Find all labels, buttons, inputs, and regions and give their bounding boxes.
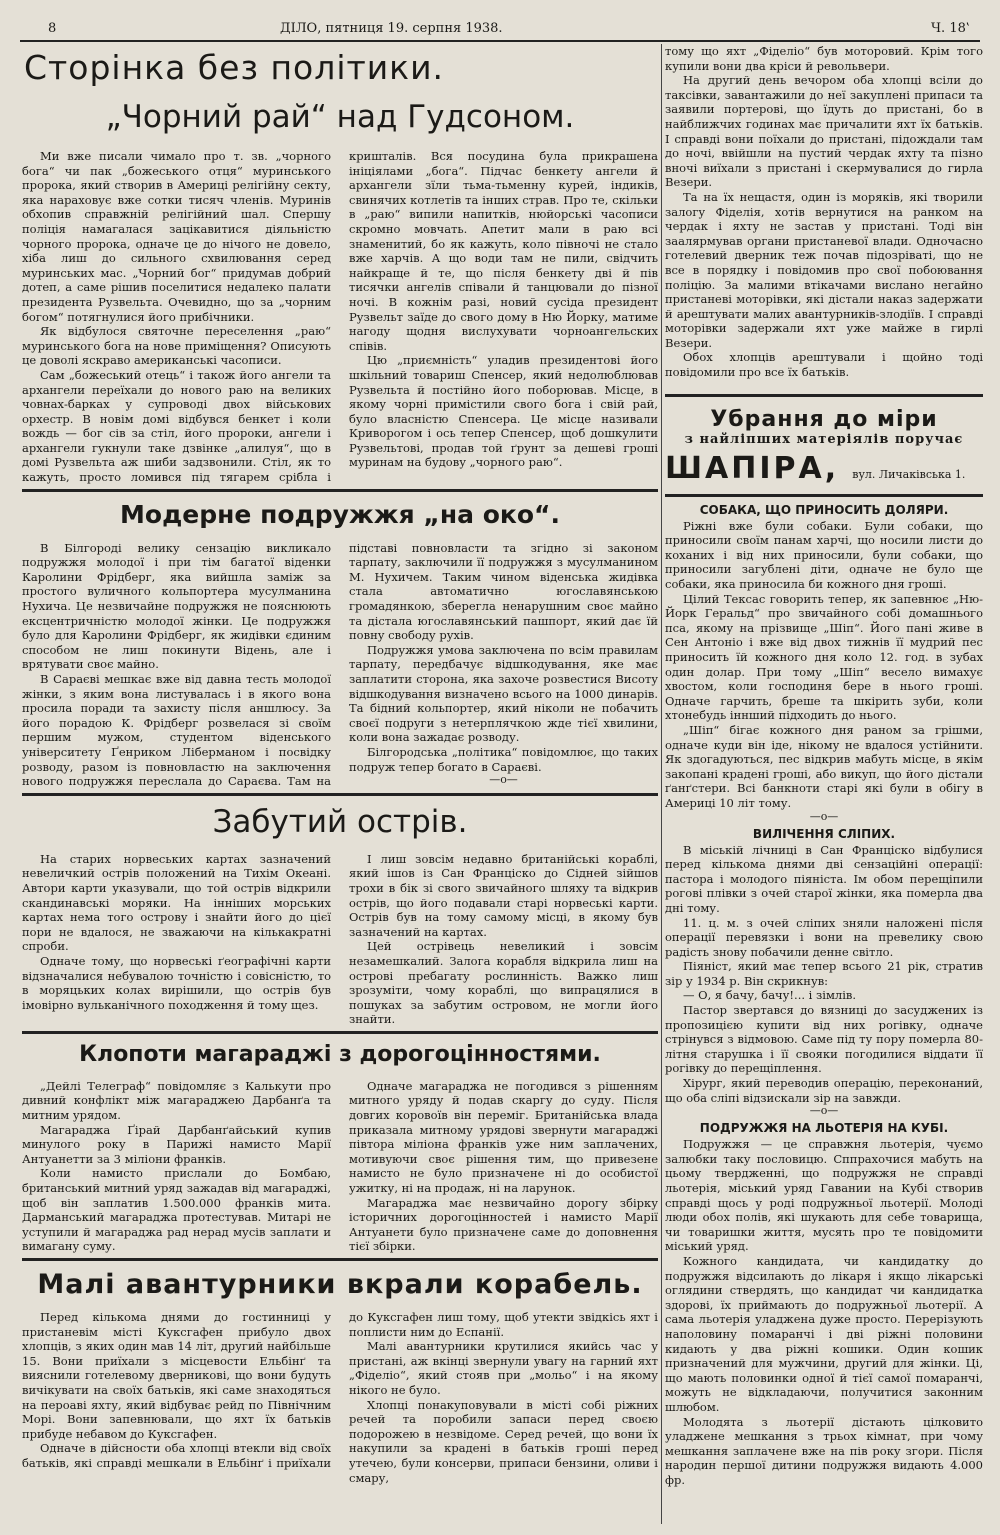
divider — [22, 489, 658, 492]
article-title-forgotten-island: Забутий острів. — [212, 803, 468, 840]
paragraph: Молодята з льотерії дістають цілковито уладжене мешкання з трьох кімнат, при чому мешкання заплачене вже на пів року згори. Після народин першої дитини подружжя видають 4.000 фр. — [665, 1414, 983, 1487]
paragraph: Ріжні вже були собаки. Були собаки, що приносили своїм панам харчі, що носили листи до коханих і від них приносили, були собаки, що приносили загублені діти, одначе не було ще собаки, яка приносила би кожного дня гроші. — [665, 518, 983, 592]
paragraph: Магараджа має незвичайно дорогу збірку історичних дорогоцінностей і намисто Марії Антуанети було призначене саме до доповнення тієї збірки. — [349, 1195, 658, 1254]
article-forgotten-island — [22, 852, 658, 1027]
end-mark: —о— — [489, 773, 518, 787]
paragraph: Магараджа Ґірай Дарбанґайський купив минулого року в Парижі намисто Марії Антуанетти за 3 міліони франків. — [22, 1122, 331, 1166]
section-title: Сторінка без політики. — [24, 48, 445, 87]
ad-brand: ШАПІРА, — [665, 450, 840, 486]
paragraph: Обох хлопців арештували і щойно тоді повідомили про все їх батьків. — [665, 350, 983, 380]
divider — [22, 1258, 658, 1261]
paragraph: „Дейлі Телеграф“ повідомляє з Калькути про дивний конфлікт між магараджею Дарбанґа та митним урядом. — [22, 1078, 331, 1123]
paragraph: Кожного кандидата, чи кандидатку до подружжя відсилають до лікаря і якщо лікарські оглядини ствердять, що кандидат чи кандидатка здорові, їх приймають до подружньої льотерії. А сама льотерія уладжена дуже просто. Перерізують наполовину помаранчі і дві ріжні половини кидають у два ріжні кошики. Один кошик призначений для мужчини, другий для жінки. Ці, що мають половинки одної й тієї самої помаранчі, можуть не відкладаючи, получитися законним шлюбом. — [665, 1253, 983, 1414]
paragraph: В Білгороді велику сензацію викликало подружжя молодої і при тім багатої віденки Каролини Фрідберг, яка вийшла заміж за простого вуличного кольпортера мусулманина Нухича. Це незвичайне подружжя не пояснюють ексцентричністю молодої жінки. Це подружжя було для Каролини Фрідберг, як жидівки єдиним способом не лиш покинути Відень, але і врятувати своє майно. — [22, 540, 331, 672]
paragraph: Коли намисто прислали до Бомбаю, британський митний уряд зажадав від магараджі, щоб він заплатив 1.500.000 франків мита. Дарманський магараджа протестував. Митарі не уступили й магараджа рад нерад мусів заплати и вимагану суму. — [22, 1166, 331, 1254]
paragraph: І лиш зовсім недавно британійські кораблі, який ішов із Сан Франціско до Сідней зійшов трохи в бік зі свого звичайного шляху та відкрив острів, що його подавали старі норвеські карти. Острів був на тому самому місці, в якому був зазначений на картах. — [349, 851, 658, 939]
paragraph: Пастор звертався до вязниці до засуджених із пропозицією купити від них рогівку, одначе стрінувся з відмовою. Саме під ту пору померла 80-літня старушка і її свояки погодилися віддати її рогівку до перещіплення. — [665, 1003, 983, 1076]
article-maharaja — [22, 1079, 658, 1254]
ad-headline: Убрання до міри — [710, 406, 938, 432]
article-blind — [665, 843, 983, 1118]
page-number: 8 — [48, 21, 57, 36]
end-mark: —о— — [809, 809, 839, 823]
article-title-maharaja: Клопоти магараджі з дорогоцінностями. — [79, 1041, 601, 1067]
article-modern-marriage — [22, 541, 658, 789]
article-title-lottery: ПОДРУЖЖЯ НА ЛЬОТЕРІЯ НА КУБІ. — [699, 1121, 949, 1136]
paragraph: Цей острівець невеликий і зовсім незамешкалий. Залога корабля відкрила лиш на острові пребагату рослинність. Важко лиш зрозуміти, чому кораблі, що випрацялися в пошуках за забутим островом, не могли його знайти. — [349, 939, 658, 1027]
paragraph: Цілий Тексас говорить тепер, як запевнює „Ню-Йорк Геральд“ про звичайного собі домашнього пса, якому на прізвище „Шіп“. Його пані живе в Сен Антоніо і вже від двох тижнів її мудрий пес приносить їй кожного дня коло 12. год. в зубах один долар. При тому „Шіп“ весело вимахує хвостом, коли господиня бере в нього гроші. Одначе гарчить, бреше та шкірить зуби, коли хтонебудь іннший підходить до нього. — [665, 591, 983, 723]
paragraph: Хлопці понакуповували в місті собі ріжних речей та поробили запаси перед своєю подорожею в незвідоме. Серед речей, що вони їх накупили за крадені в батьків гроші перед утечею, були консерви, припаси бензини, оливи і смару, — [349, 1397, 658, 1485]
divider — [22, 793, 658, 796]
divider — [665, 494, 983, 497]
paragraph: Одначе в дійсности оба хлопці втекли від своїх батьків, які справді мешкали в Ельбінґ і приїхали до Куксгафен лиш тому, щоб утекти звідкісь яхт і поплисти ним до Еспанії. — [22, 1310, 658, 1470]
paragraph: Цю „приємність“ уладив президентові його шкільний товариш Спенсер, який недолюблював Рузвельта й постійно його поборював. Місце, в якому чорні примістили свого бога і свій рай, було власністю Спенсера. Це місце називали Криворогом і ось тепер Спенсер, щоб дошкулити Рузвельтові, продав той ґрунт за дешеві гроші муринам на будову „чорного раю“. — [349, 353, 658, 470]
article-title-dog: СОБАКА, ЩО ПРИНОСИТЬ ДОЛЯРИ. — [699, 502, 949, 517]
paragraph: Сам „божеський отець“ і також його ангели та архангели переїхали до нового раю на великих човнах-барках у супроводі двох військових орхестр. В новім домі відбувся бенкет і коли вождь — бог сів за стіл, його пророки, ангели і архангели гукнули таке дзвінке „алилуя“, що в домі Рузвельта аж шиби задзвонили. Стіл, як то кажуть, просто ломився під тягарем срібла і кришталів. Вся посудина була прикрашена ініціялами „бога“. Підчас бенкету ангели й архангели зїли тьма-тьменну курей, індиків, свинячих котлетів та інших страв. Про те, скільки в „раю“ випили напитків, нюйорські часописи скромно мовчать. Апетит мали в раю всі знаменитий, бо як кажуть, коло півночі не стало вже харчів. А що води там не пили, свідчить найкраще й те, що після бенкету дві й пів тисячки ангелів співали й танцювали до пізної ночі. В кожнім разі, новий сусіда президент Рузвельт заїде до свого дому в Ню Йорку, матиме нагоду щодня вислухувати чорноангельских співів. — [22, 149, 658, 485]
paragraph: „Шіп“ бігає кожного дня раном за грішми, одначе куди він іде, нікому не вдалося устійнити. Як здогадуються, пес відкрив мабуть місце, в якім закопані крадені гроші, або викуп, що його дістали ґанґстери. Всі банкноти старі які були в обігу в Америці 10 літ тому. — [665, 722, 983, 810]
paragraph: Піяніст, який має тепер всього 21 рік, стратив зір у 1934 р. Він скрикнув: — [665, 959, 983, 988]
article-title-blind: ВИЛІЧЕННЯ СЛІПИХ. — [752, 826, 896, 841]
paragraph: Перед кількома днями до гостинниці у пристаневім місті Куксгафен прибуло двох хлопців, з яких один мав 14 літ, другий найбільше 15. Вони приїхали з місцевости Ельбінґ та вияснили готелевому дверникові, що вони будуть вичікувати на своїх батьків, які саме знаходяться на пероаві яхту, який відбуває рейд по Північним Морі. Вони запевнювали, що яхт їх батьків прибуде небавом до Куксгафен. — [22, 1310, 331, 1441]
paragraph: Ми вже писали чимало про т. зв. „чорного бога“ чи пак „божеського отця“ муринського пророка, який створив в Америці релігійну секту, яка нараховує вже сотки тисяч членів. Муринів обхопив справжній релігійний шал. Спершу поліція намагалася зацікавитися діяльністю чорного пророка, одначе це до нічого не довело, хіба лиш до сильного схвилювання серед муринських мас. „Чорний бог“ придумав добрий дотеп, а саме рішив поселитися недалеко палати президента Рузвельта. Очевидно, що за „чорним богом“ потягнулися його прибічники. — [22, 149, 331, 324]
paragraph: тому що яхт „Фіделіо“ був моторовий. Крім того купили вони два кріси й револьвери. — [665, 44, 983, 73]
article-lottery — [665, 1137, 983, 1487]
article-dog — [665, 519, 983, 823]
paragraph: — О, я бачу, бачу!... і зімлів. — [683, 988, 856, 1003]
paragraph: Одначе магараджа не погодився з рішенням митного уряду й подав скаргу до суду. Після довгих коровоїв він переміг. Британійська влада приказала митному урядові звернути магараджі півтора міліона франків уже ним заплачених, мотивуючи своє рішення тим, що привезене намисто не було призначене ні до особистої ужитку, ні на продаж, ні на ларунок. — [349, 1078, 658, 1196]
right-column — [665, 44, 983, 1487]
column-divider — [661, 44, 662, 1524]
article-title-black-paradise: „Чорний рай“ над Гудсоном. — [105, 99, 575, 135]
article-young-adventurers — [22, 1310, 658, 1485]
advertisement-shapira — [665, 401, 983, 490]
ad-subline: з найліпших матеріялів поручає — [684, 431, 964, 447]
article-title-modern-marriage: Модерне подружжя „на око“. — [120, 499, 560, 529]
paragraph: Білгородська „політика“ повідомлює, що таких подруж тепер богато в Сараєві. — [349, 744, 658, 774]
paragraph: В Сараєві мешкає вже від давна тесть молодої жінки, з яким вона листувалась і в якого вона просила поради та захисту після аншлюсу. За його порадою К. Фрідберг розвелася зі своїм першим мужом, студентом віденського університету Ґенриком Ліберманом і посвідку розводу, разом із повновластю на заключення нового подружжя переслала до Сараєва. Там на підставі повновласти та згідно зі законом тарпату, заключили її подружжя з мусулманином М. Нухичем. Таким чином віденська жидівка стала автоматично югославянською громадянкою, зберегла ненарушним своє майно та дістала югославянський пашпорт, який дає їй повну свободу рухів. — [22, 540, 658, 789]
paragraph: В міській лічниці в Сан Франціско відбулися перед кількома днями дві сензаційні операції: пастора і молодого піяніста. Ім обом перещіпили рогові плівки з очей старої жінки, яка померла два дні тому. — [665, 842, 983, 915]
paragraph: Одначе тому, що норвеські ґеографічні карти відзначалися небувалою точністю і совісністю, то в моряцьких колах вирішили, що острів був імовірно вульканічного походження й тому щез. — [22, 953, 331, 1012]
divider — [22, 1031, 658, 1034]
paragraph: Малі авантурники крутилися якийсь час у пристані, аж вкінці звернули увагу на гарний яхт „Фіделіо“, який стояв при „мольо“ і на якому нікого не було. — [349, 1339, 658, 1397]
paragraph: Хірург, який переводив операцію, переконаний, що оба сліпі відзискали зір на завжди. — [665, 1076, 983, 1105]
paragraph: Та на їх нещастя, один із моряків, які творили залогу Фіделія, хотів вернутися на ранком на чердак і яхту не застав у пристані. Тоді він заалярмував органи пристаневої влади. Одночасно готелевий дверник теж почав підозріваті, що не все в порядку і повідомив про свої побоювання поліцію. За малими втікачами вислано негайно пристаневі моторівки, які дістали наказ задержати й арештувати малих авантурників-злодіїв. І справді моторівки задержали яхт уже майже в гирлі Везери. — [665, 189, 983, 350]
article-black-paradise — [22, 149, 658, 485]
paragraph: 11. ц. м. з очей сліпих зняли наложені після операції перевязки і вони на превелику свою радість знову побачили денне світло. — [665, 915, 983, 959]
paragraph: Як відбулося святочне переселення „раю“ муринського бога на нове приміщення? Описують це доволі яскраво американські часописи. — [22, 324, 331, 368]
paragraph: Подружжя умова заключена по всім правилам тарпату, передбачує відшкодування, яке має заплатити сторона, яка захоче розвестися Висоту відшкодування визначено всього на 1000 динарів. Та бідний кольпортер, який ніколи не побачить своєї подруги з нетерплячкою жде тієї хвилини, коли вона зажадає розводу. — [349, 642, 658, 745]
article-title-young-adventurers: Малі авантурники вкрали корабель. — [37, 1269, 643, 1300]
masthead-date: ДІЛО, пятниця 19. серпня 1938. — [280, 21, 503, 36]
ad-address: вул. Личаківська 1. — [852, 467, 966, 481]
issue-number: Ч. 18‛ — [931, 21, 970, 36]
paragraph: На другий день вечором оба хлопці всіли до таксівки, завантажили до неї закуплені припаси та заявили портерові, що їдуть до пристані, бо в найближчих годинах має причалити яхт їх батьків. І справді вони поїхали до пристані, підождали там до ночі, ввійшли на пустий чердак яхту та пізно вночі виїхали з пристані і скермувалися до гирла Везери. — [665, 73, 983, 190]
left-block — [22, 44, 658, 1485]
paragraph: Подружжя — це справжня льотерія, чуємо залюбки таку пословицю. Сппрахочися мабуть на цьому твердженні, що подружжя не справді льотерія, міський уряд Гавании на Кубі створив справді щось у роді подружньої льотерії. Молоді люди обох полів, які шукають для себе товарища, чи товаришки життя, мусять про те повідомити міський уряд. — [665, 1137, 983, 1254]
end-mark: —о— — [809, 1104, 839, 1118]
article-young-adventurers-cont — [665, 44, 983, 380]
paragraph: На старих норвеських картах зазначений невеличкий острів положений на Тихім Океані. Автори карти указували, що той острів відкрили скандинавські моряки. На інніших морських картах нема того острову і знайти його до цієї пори не вдалося, не зважаючи на кількакратні спроби. — [22, 851, 331, 954]
divider — [665, 394, 983, 397]
page-header — [20, 18, 980, 42]
